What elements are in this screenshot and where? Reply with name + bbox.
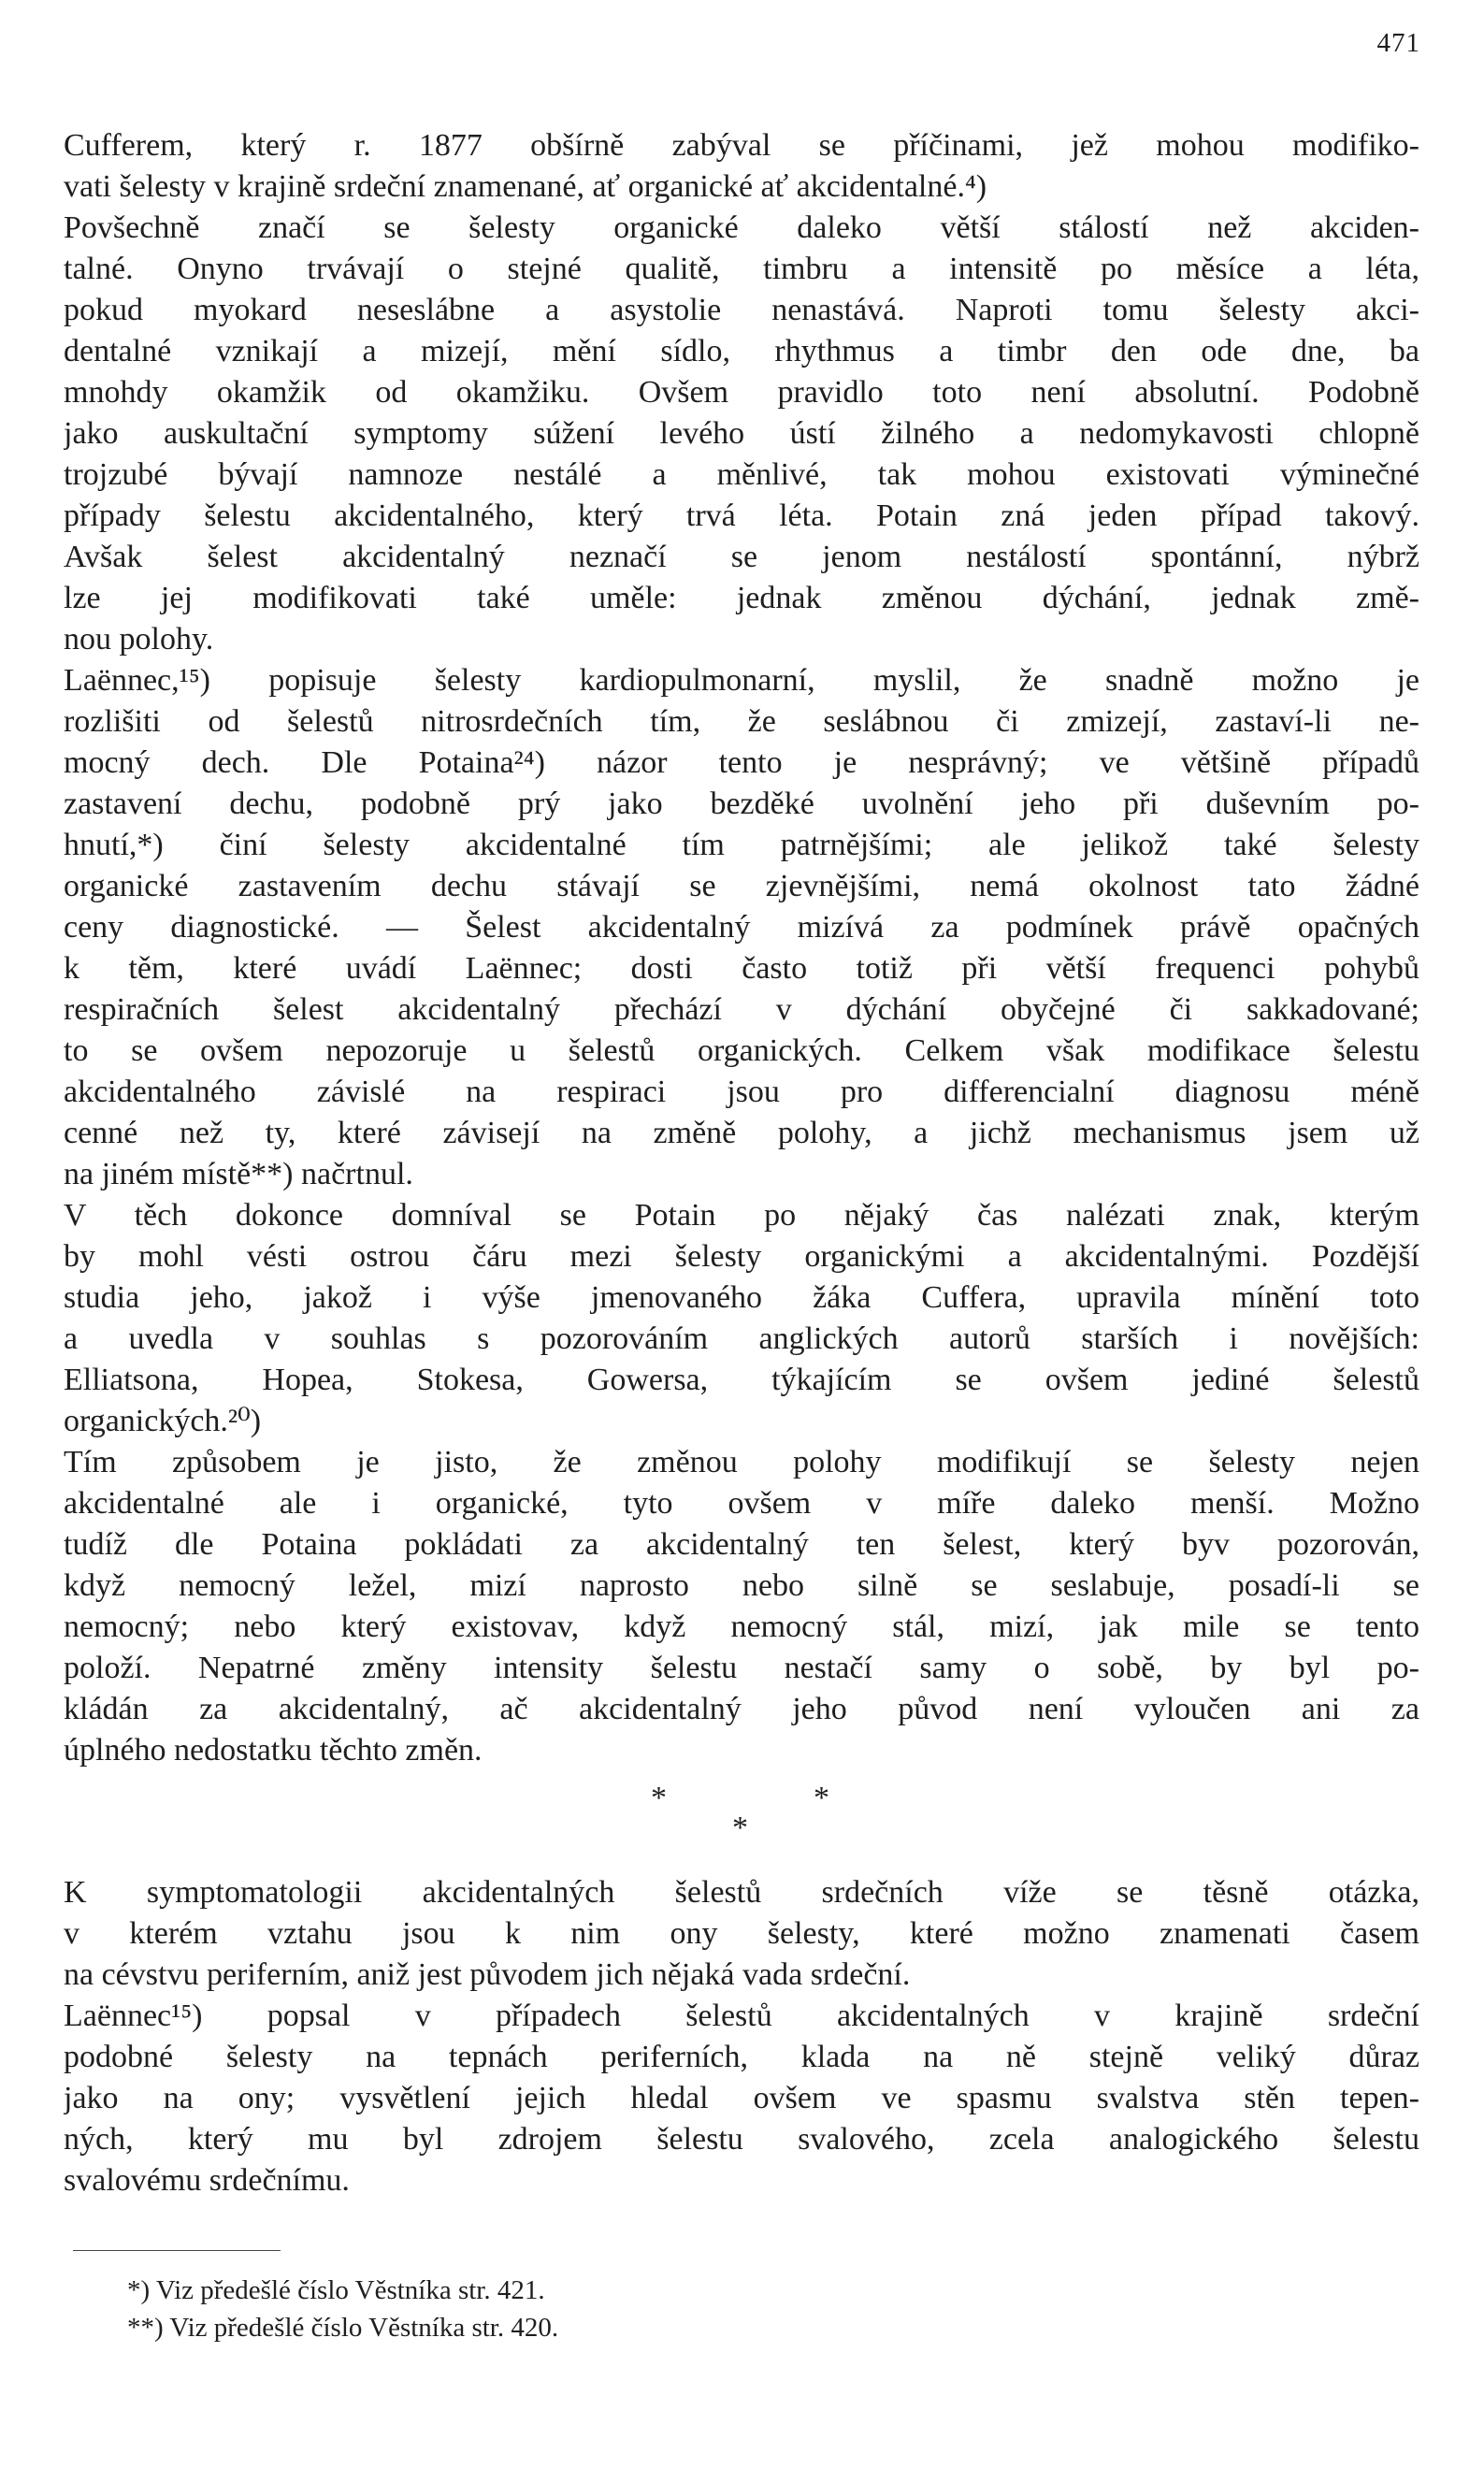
section-2 xyxy=(64,1872,1419,2201)
text-line: Cufferem, který r. 1877 obšírně zabýval se příčinami, jež mohou modifiko- xyxy=(64,128,1419,163)
text-line: mocný dech. Dle Potaina²⁴) názor tento je nesprávný; ve většině případů xyxy=(64,745,1419,780)
text-line: Laënnec¹⁵) popsal v případech šelestů akcidentalných v krajině srdeční xyxy=(64,1999,1419,2033)
text-line: by mohl vésti ostrou čáru mezi šelesty organickými a akcidentalnými. Pozdější xyxy=(64,1239,1419,1274)
text-line: respiračních šelest akcidentalný přechází v dýchání obyčejné či sakkadované; xyxy=(64,992,1419,1027)
text-line: V těch dokonce domníval se Potain po nějaký čas nalézati znak, kterým xyxy=(64,1198,1419,1233)
text-line: a uvedla v souhlas s pozorováním anglických autorů starších i novějších: xyxy=(64,1321,1419,1356)
text-line: v kterém vztahu jsou k nim ony šelesty, které možno znamenati časem xyxy=(64,1916,1419,1951)
text-line: Laënnec,¹⁵) popisuje šelesty kardiopulmonarní, myslil, že snadně možno je xyxy=(64,663,1419,698)
section-1 xyxy=(64,125,1419,1771)
text-line: nemocný; nebo který existovav, když nemocný stál, mizí, jak mile se tento xyxy=(64,1609,1419,1644)
text-line: nou polohy. xyxy=(64,622,214,657)
text-line: trojzubé bývají namnoze nestálé a měnlivé, tak mohou existovati výminečné xyxy=(64,457,1419,492)
text-line: akcidentalné ale i organické, tyto ovšem v míře daleko menší. Možno xyxy=(64,1486,1419,1521)
separator-asterisk: * xyxy=(651,1781,667,1815)
text-line: Tím způsobem je jisto, že změnou polohy modifikují se šelesty nejen xyxy=(64,1445,1419,1479)
text-line: mnohdy okamžik od okamžiku. Ovšem pravidlo toto není absolutní. Podobně xyxy=(64,375,1419,410)
body-text xyxy=(64,125,1419,2346)
text-line: Avšak šelest akcidentalný neznačí se jenom nestálostí spontánní, nýbrž xyxy=(64,540,1419,574)
text-line: kládán za akcidentalný, ač akcidentalný jeho původ není vyloučen ani za xyxy=(64,1692,1419,1726)
text-line: cenné než ty, které závisejí na změně polohy, a jichž mechanismus jsem už xyxy=(64,1116,1419,1150)
text-line: na cévstvu periferním, aniž jest původem jich nějaká vada srdeční. xyxy=(64,1957,911,1992)
text-line: hnutí,*) činí šelesty akcidentalné tím patrnějšími; ale jelikož také šelesty xyxy=(64,828,1419,862)
text-line: tudíž dle Potaina pokládati za akcidentalný ten šelest, který byv pozorován, xyxy=(64,1527,1419,1562)
text-line: ceny diagnostické. — Šelest akcidentalný mizívá za podmínek právě opačných xyxy=(64,910,1419,945)
text-line: pokud myokard neseslábne a asystolie nenastává. Naproti tomu šelesty akci- xyxy=(64,293,1419,327)
text-line: podobné šelesty na tepnách periferních, klada na ně stejně veliký důraz xyxy=(64,2040,1419,2074)
separator-asterisk: * xyxy=(732,1811,748,1845)
text-line: jako na ony; vysvětlení jejich hledal ovšem ve spasmu svalstva stěn tepen- xyxy=(64,2081,1419,2115)
text-line: zastavení dechu, podobně prý jako bezděké uvolnění jeho při duševním po- xyxy=(64,786,1419,821)
text-line: organických.²⁰) xyxy=(64,1404,262,1438)
text-line: K symptomatologii akcidentalných šelestů srdečních víže se těsně otázka, xyxy=(64,1875,1419,1910)
text-line: případy šelestu akcidentalného, který trvá léta. Potain zná jeden případ takový. xyxy=(64,498,1419,533)
text-line: Elliatsona, Hopea, Stokesa, Gowersa, týkajícím se ovšem jediné šelestů xyxy=(64,1363,1419,1397)
text-line: studia jeho, jakož i výše jmenovaného žáka Cuffera, upravila mínění toto xyxy=(64,1280,1419,1315)
text-line: lze jej modifikovati také uměle: jednak změnou dýchání, jednak změ- xyxy=(64,581,1419,615)
text-line: položí. Nepatrné změny intensity šelestu nestačí samy o sobě, by byl po- xyxy=(64,1651,1419,1685)
text-line: svalovému srdečnímu. xyxy=(64,2163,350,2198)
text-line: jako auskultační symptomy súžení levého ústí žilného a nedomykavosti chlopně xyxy=(64,416,1419,451)
text-line: když nemocný ležel, mizí naprosto nebo silně se seslabuje, posadí-li se xyxy=(64,1568,1419,1603)
text-line: to se ovšem nepozoruje u šelestů organických. Celkem však modifikace šelestu xyxy=(64,1033,1419,1068)
separator-asterisk: * xyxy=(814,1781,829,1815)
footnote-divider xyxy=(73,2250,281,2251)
text-line: rozlišiti od šelestů nitrosrdečních tím, že seslábnou či zmizejí, zastaví-li ne- xyxy=(64,704,1419,739)
page-number: 471 xyxy=(1376,28,1420,58)
text-line: dentalné vznikají a mizejí, mění sídlo, rhythmus a timbr den ode dne, ba xyxy=(64,334,1419,368)
text-line: úplného nedostatku těchto změn. xyxy=(64,1733,483,1768)
section-separator xyxy=(64,1779,1419,1872)
footnotes xyxy=(64,2272,1419,2346)
text-line: vati šelesty v krajině srdeční znamenané, ať organické ať akcidentalné.⁴) xyxy=(64,169,987,204)
footnote: *) Viz předešlé číslo Věstníka str. 421. xyxy=(127,2275,545,2305)
text-line: akcidentalného závislé na respiraci jsou pro differencialní diagnosu méně xyxy=(64,1075,1419,1109)
text-line: organické zastavením dechu stávají se zjevnějšími, nemá okolnost tato žádné xyxy=(64,869,1419,903)
text-line: talné. Onyno trvávají o stejné qualitě, timbru a intensitě po měsíce a léta, xyxy=(64,252,1419,286)
footnote: **) Viz předešlé číslo Věstníka str. 420. xyxy=(127,2313,559,2343)
text-line: na jiném místě**) načrtnul. xyxy=(64,1157,413,1191)
text-line: ných, který mu byl zdrojem šelestu svalového, zcela analogického šelestu xyxy=(64,2122,1419,2157)
text-line: Povšechně značí se šelesty organické daleko větší stálostí než akciden- xyxy=(64,210,1419,245)
text-line: k těm, které uvádí Laënnec; dosti často totiž při větší frequenci pohybů xyxy=(64,951,1419,986)
